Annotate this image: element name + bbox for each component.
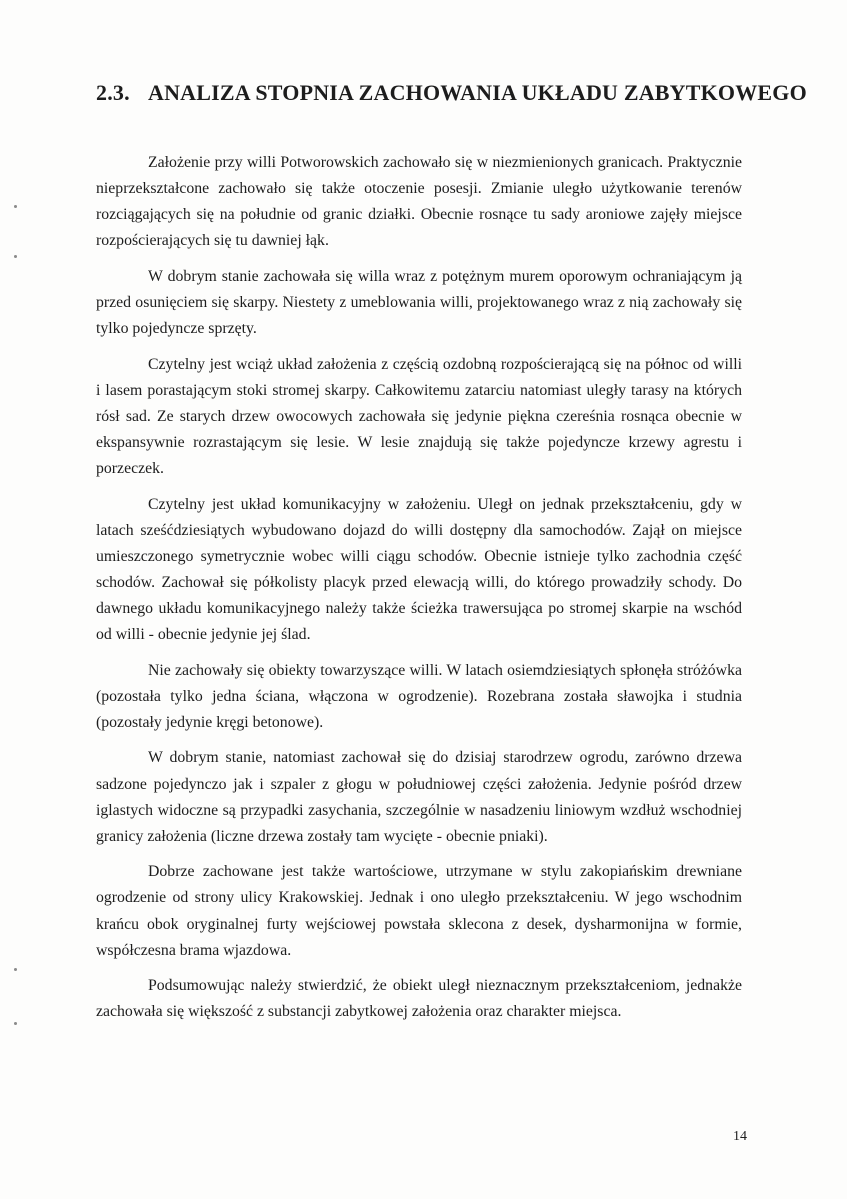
margin-speck bbox=[14, 255, 17, 258]
paragraph: Czytelny jest wciąż układ założenia z częścią ozdobną rozpościerającą się na północ od willi i lasem porastającym stoki stromej skarpy. Całkowitemu zatarciu natomiast uległy tarasy na których rósł sad. Ze starych drzew owocowych zachowała się jedynie piękna czereśnia rosnąca obecnie w ekspansywnie rozrastającym się lesie. W lesie znajdują się także pojedyncze krzewy agrestu i porzeczek. bbox=[96, 355, 742, 478]
section-title: ANALIZA STOPNIA ZACHOWANIA UKŁADU ZABYTKOWEGO bbox=[148, 80, 807, 105]
body-text bbox=[96, 150, 742, 1035]
paragraph: Czytelny jest układ komunikacyjny w założeniu. Uległ on jednak przekształceniu, gdy w latach sześćdziesiątych wybudowano dojazd do willi dostępny dla samochodów. Zajął on miejsce umieszczonego symetrycznie wobec willi ciągu schodów. Obecnie istnieje tylko zachodnia część schodów. Zachował się półkolisty placyk przed elewacją willi, do którego prowadziły schody. Do dawnego układu komunikacyjnego należy także ścieżka trawersująca po stromej skarpie na wschód od willi - obecnie jedynie jej ślad. bbox=[96, 495, 742, 644]
paragraph: Nie zachowały się obiekty towarzyszące willi. W latach osiemdziesiątych spłonęła stróżówka (pozostała tylko jedna ściana, włączona w ogrodzenie). Rozebrana została sławojka i studnia (pozostały jedynie kręgi betonowe). bbox=[96, 661, 742, 731]
paragraph: W dobrym stanie zachowała się willa wraz z potężnym murem oporowym ochraniającym ją przed osunięciem się skarpy. Niestety z umeblowania willi, projektowanego wraz z nią zachowały się tylko pojedyncze sprzęty. bbox=[96, 267, 742, 338]
paragraph: Podsumowując należy stwierdzić, że obiekt uległ nieznacznym przekształceniom, jednakże zachowała się większość z substancji zabytkowej założenia oraz charakter miejsca. bbox=[96, 977, 742, 1021]
margin-speck bbox=[14, 205, 17, 208]
page-number: 14 bbox=[733, 1129, 747, 1144]
margin-speck bbox=[14, 968, 17, 971]
section-number: 2.3. bbox=[96, 80, 130, 105]
paragraph: W dobrym stanie, natomiast zachował się do dzisiaj starodrzew ogrodu, zarówno drzewa sadzone pojedynczo jak i szpaler z głogu w południowej części założenia. Jedynie pośród drzew iglastych widoczne są przypadki zasychania, szczególnie w nasadzeniu liniowym wzdłuż wschodniej granicy założenia (liczne drzewa zostały tam wycięte - obecnie pniaki). bbox=[96, 749, 742, 845]
paragraph: Założenie przy willi Potworowskich zachowało się w niezmienionych granicach. Praktycznie nieprzekształcone zachowało się także otoczenie posesji. Zmianie uległo użytkowanie terenów rozciągających się na południe od granic działki. Obecnie rosnące tu sady aroniowe zajęły miejsce rozpościerających się tu dawniej łąk. bbox=[96, 154, 742, 250]
section-heading bbox=[96, 80, 807, 106]
paragraph: Dobrze zachowane jest także wartościowe, utrzymane w stylu zakopiańskim drewniane ogrodzenie od strony ulicy Krakowskiej. Jednak i ono uległo przekształceniu. W jego wschodnim krańcu obok oryginalnej furty wejściowej powstała sklecona z desek, dysharmonijna w formie, współczesna brama wjazdowa. bbox=[96, 863, 742, 959]
margin-speck bbox=[14, 1022, 17, 1025]
